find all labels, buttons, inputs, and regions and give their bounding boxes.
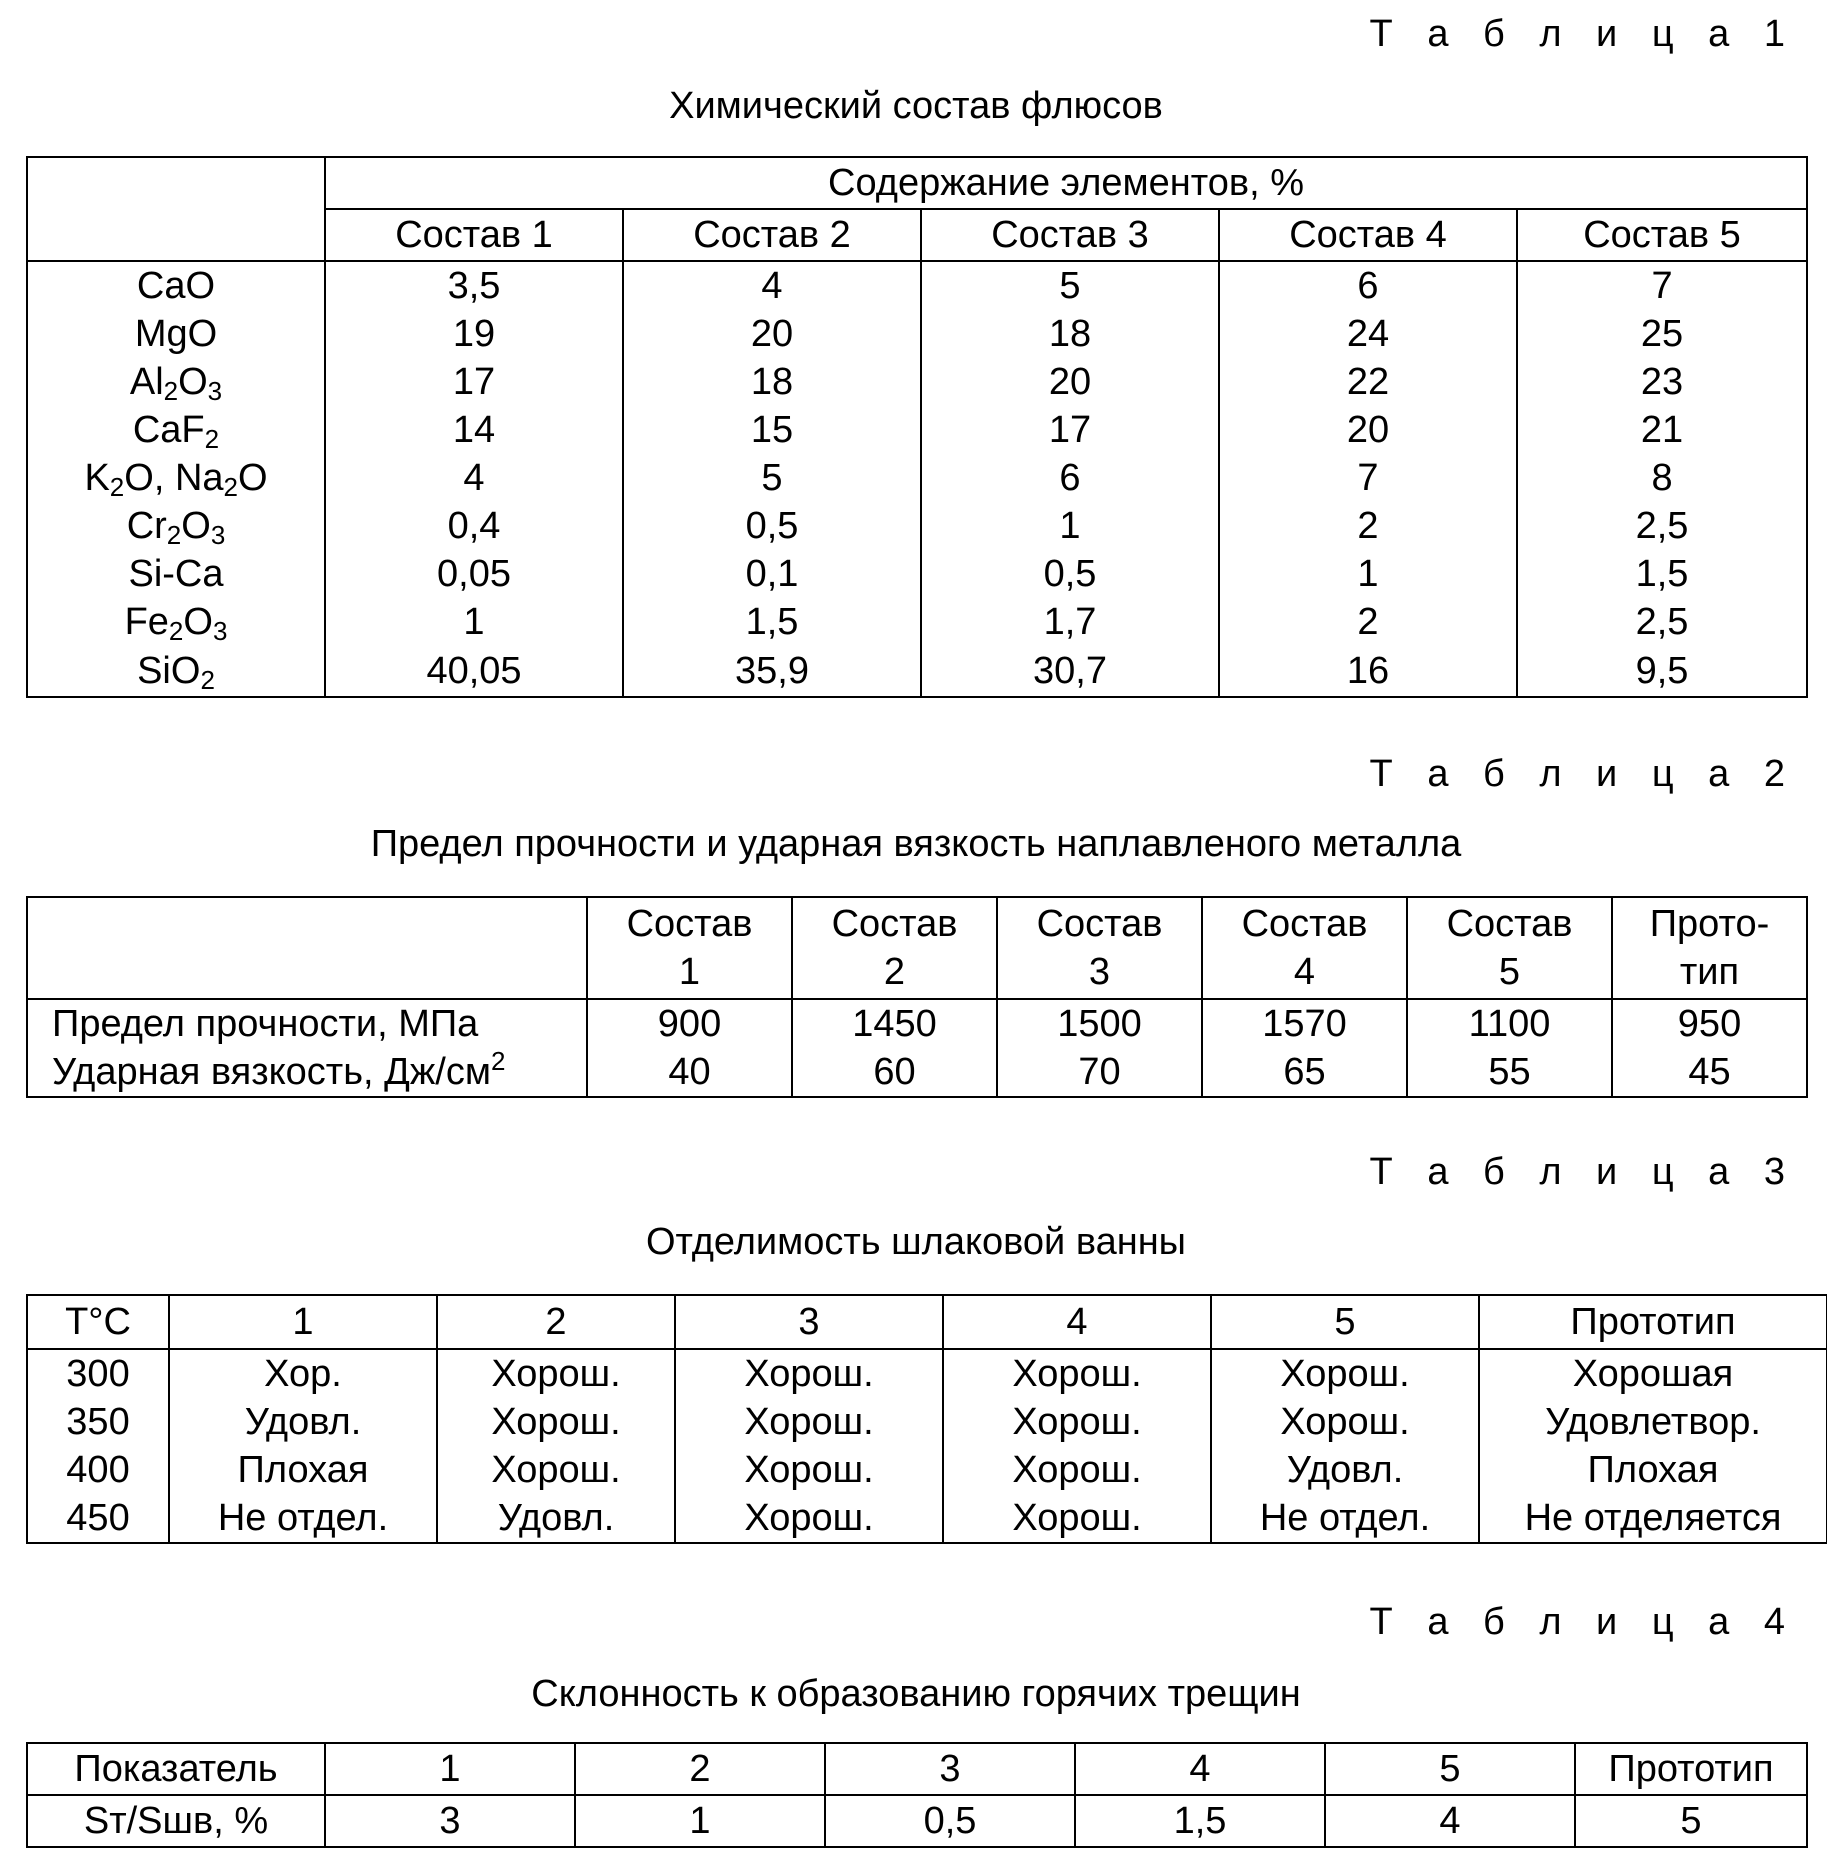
table4-column-header: 4 [1075, 1743, 1325, 1795]
property-value: 1500 [997, 999, 1202, 1048]
table1-column-header: Состав 4 [1219, 209, 1517, 261]
content-value: 0,05 [325, 550, 623, 598]
temperature-value: 450 [27, 1494, 169, 1543]
component-label: $Cr_2O_3$ [27, 502, 325, 550]
content-value: 2 [1219, 502, 1517, 550]
content-value: 18 [623, 358, 921, 406]
content-value: 1 [1219, 550, 1517, 598]
table4-title: Склонность к образованию горячих трещин [531, 1673, 1301, 1715]
content-value: 1 [325, 598, 623, 646]
property-value: 65 [1202, 1048, 1407, 1097]
separability-value: Хорош. [437, 1398, 675, 1446]
table4-column-header: Показатель [27, 1743, 325, 1795]
content-value: 1,7 [921, 598, 1219, 646]
table1-column-header: Состав 5 [1517, 209, 1807, 261]
separability-value: Хорош. [943, 1349, 1211, 1398]
table1-column-header: Состав 1 [325, 209, 623, 261]
table3-column-header: 3 [675, 1295, 943, 1349]
property-value: 1100 [1407, 999, 1612, 1048]
indicator-value: 0,5 [825, 1795, 1075, 1847]
table2-column-header: Прото- тип [1612, 897, 1807, 999]
indicator-value: 4 [1325, 1795, 1575, 1847]
content-value: 2 [1219, 598, 1517, 646]
property-label: Ударная вязкость, $Дж/см^2$ [27, 1048, 587, 1097]
table1-group-header: Содержание элементов, % [325, 157, 1807, 209]
table3-title: Отделимость шлаковой ванны [646, 1221, 1186, 1263]
content-value: 15 [623, 406, 921, 454]
temperature-value: 400 [27, 1446, 169, 1494]
table3-row [27, 1349, 1827, 1398]
content-value: 22 [1219, 358, 1517, 406]
component-label: $Fe_2O_3$ [27, 598, 325, 646]
content-value: 18 [921, 310, 1219, 358]
property-value: 950 [1612, 999, 1807, 1048]
table4-column-header: Прототип [1575, 1743, 1807, 1795]
component-label: $K_2O$, $Na_2O$ [27, 454, 325, 502]
separability-value: Хор. [169, 1349, 437, 1398]
separability-value: Не отдел. [169, 1494, 437, 1543]
temperature-value: 300 [27, 1349, 169, 1398]
table1-row [27, 598, 1807, 646]
table3-column-header: 1 [169, 1295, 437, 1349]
table1-title: Химический состав флюсов [669, 85, 1163, 127]
component-label: MgO [27, 310, 325, 358]
content-value: 40,05 [325, 646, 623, 697]
content-value: 20 [623, 310, 921, 358]
separability-value: Хорош. [437, 1349, 675, 1398]
table2-column-header: Состав 3 [997, 897, 1202, 999]
content-value: 6 [1219, 261, 1517, 310]
table1-column-header: Состав 2 [623, 209, 921, 261]
separability-value: Удовл. [1211, 1446, 1479, 1494]
table3-number: Т а б л и ц а 3 [1369, 1151, 1797, 1193]
separability-value: Хорош. [437, 1446, 675, 1494]
content-value: 1,5 [1517, 550, 1807, 598]
content-value: 17 [921, 406, 1219, 454]
separability-value: Хорош. [943, 1398, 1211, 1446]
table4-column-header: 2 [575, 1743, 825, 1795]
property-value: 60 [792, 1048, 997, 1097]
property-value: 1570 [1202, 999, 1407, 1048]
separability-value: Хорош. [943, 1494, 1211, 1543]
content-value: 3,5 [325, 261, 623, 310]
table1-row [27, 646, 1807, 697]
separability-value: Хорош. [943, 1446, 1211, 1494]
table1-column-header: Состав 3 [921, 209, 1219, 261]
property-value: 900 [587, 999, 792, 1048]
content-value: 20 [921, 358, 1219, 406]
separability-value: Плохая [1479, 1446, 1827, 1494]
table2-title: Предел прочности и ударная вязкость наплавленого металла [370, 823, 1462, 865]
table1-row [27, 310, 1807, 358]
table3-column-header: 2 [437, 1295, 675, 1349]
content-value: 8 [1517, 454, 1807, 502]
table3-row [27, 1494, 1827, 1543]
table1-row [27, 454, 1807, 502]
table4-column-header: 5 [1325, 1743, 1575, 1795]
table4-number: Т а б л и ц а 4 [1369, 1601, 1797, 1643]
table1-row [27, 358, 1807, 406]
indicator-value: 3 [325, 1795, 575, 1847]
content-value: 7 [1219, 454, 1517, 502]
content-value: 0,5 [623, 502, 921, 550]
separability-value: Хорош. [675, 1398, 943, 1446]
content-value: 19 [325, 310, 623, 358]
separability-value: Хорош. [675, 1494, 943, 1543]
separability-value: Хорош. [675, 1349, 943, 1398]
table2-column-header: Состав 4 [1202, 897, 1407, 999]
separability-value: Удовл. [437, 1494, 675, 1543]
separability-value: Хорош. [1211, 1349, 1479, 1398]
table1-row [27, 550, 1807, 598]
table2-row [27, 999, 1807, 1048]
separability-value: Хорош. [675, 1446, 943, 1494]
separability-value: Удовл. [169, 1398, 437, 1446]
table3-row [27, 1446, 1827, 1494]
indicator-value: 1,5 [1075, 1795, 1325, 1847]
component-label: SiO$_2$ [27, 646, 325, 697]
content-value: 21 [1517, 406, 1807, 454]
table1-row [27, 502, 1807, 550]
table2-column-header: Состав 2 [792, 897, 997, 999]
indicator-value: 1 [575, 1795, 825, 1847]
content-value: 5 [921, 261, 1219, 310]
component-label: CaF$_2$ [27, 406, 325, 454]
content-value: 23 [1517, 358, 1807, 406]
separability-value: Хорош. [1211, 1398, 1479, 1446]
separability-value: Не отделяется [1479, 1494, 1827, 1543]
chemical-composition-table [26, 156, 1808, 698]
component-label: Si-Ca [27, 550, 325, 598]
table3-column-header: 5 [1211, 1295, 1479, 1349]
content-value: 2,5 [1517, 598, 1807, 646]
content-value: 0,1 [623, 550, 921, 598]
property-value: 45 [1612, 1048, 1807, 1097]
content-value: 30,7 [921, 646, 1219, 697]
table2-row [27, 1048, 1807, 1097]
separability-value: Хорошая [1479, 1349, 1827, 1398]
content-value: 0,4 [325, 502, 623, 550]
temperature-value: 350 [27, 1398, 169, 1446]
table2-column-header: Состав 5 [1407, 897, 1612, 999]
content-value: 9,5 [1517, 646, 1807, 697]
property-label: Предел прочности, МПа [27, 999, 587, 1048]
property-value: 1450 [792, 999, 997, 1048]
content-value: 1,5 [623, 598, 921, 646]
table2-number: Т а б л и ц а 2 [1369, 753, 1797, 795]
content-value: 24 [1219, 310, 1517, 358]
content-value: 0,5 [921, 550, 1219, 598]
strength-toughness-table [26, 896, 1808, 1098]
content-value: 16 [1219, 646, 1517, 697]
property-value: 40 [587, 1048, 792, 1097]
content-value: 25 [1517, 310, 1807, 358]
content-value: 35,9 [623, 646, 921, 697]
table1-corner-cell [27, 157, 325, 261]
property-value: 55 [1407, 1048, 1612, 1097]
separability-value: Плохая [169, 1446, 437, 1494]
table2-column-header: Состав 1 [587, 897, 792, 999]
table1-number: Т а б л и ц а 1 [1369, 13, 1797, 55]
table1-row [27, 261, 1807, 310]
table4-column-header: 1 [325, 1743, 575, 1795]
indicator-label: Sт/Sшв, % [27, 1795, 325, 1847]
content-value: 4 [325, 454, 623, 502]
content-value: 4 [623, 261, 921, 310]
content-value: 5 [623, 454, 921, 502]
table1-row [27, 406, 1807, 454]
table4-column-header: 3 [825, 1743, 1075, 1795]
table3-row [27, 1398, 1827, 1446]
table4-row [27, 1795, 1807, 1847]
property-value: 70 [997, 1048, 1202, 1097]
table2-corner-cell [27, 897, 587, 999]
table3-column-header: 4 [943, 1295, 1211, 1349]
table3-column-header: Прототип [1479, 1295, 1827, 1349]
content-value: 7 [1517, 261, 1807, 310]
hot-cracking-table [26, 1742, 1808, 1848]
indicator-value: 5 [1575, 1795, 1807, 1847]
slag-separability-table [26, 1294, 1827, 1544]
content-value: 6 [921, 454, 1219, 502]
separability-value: Не отдел. [1211, 1494, 1479, 1543]
separability-value: Удовлетвор. [1479, 1398, 1827, 1446]
content-value: 20 [1219, 406, 1517, 454]
component-label: $Al_2O_3$ [27, 358, 325, 406]
component-label: CaO [27, 261, 325, 310]
content-value: 17 [325, 358, 623, 406]
content-value: 2,5 [1517, 502, 1807, 550]
content-value: 14 [325, 406, 623, 454]
table3-column-header: T°C [27, 1295, 169, 1349]
content-value: 1 [921, 502, 1219, 550]
